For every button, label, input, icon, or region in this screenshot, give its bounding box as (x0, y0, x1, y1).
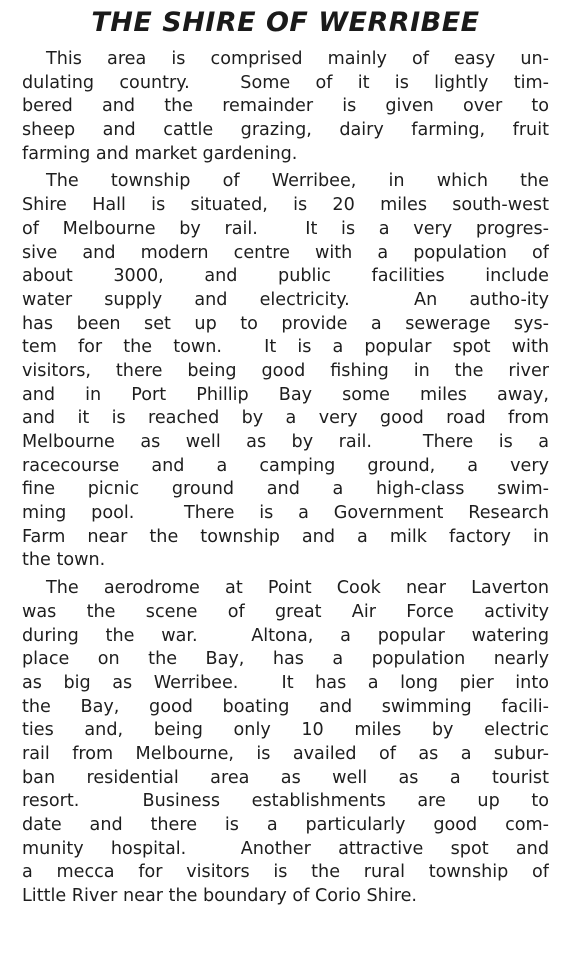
text-line: the town. (22, 550, 106, 571)
text-line: dulating country. Some of it is lightly tim- (22, 72, 549, 93)
text-line: was the scene of great Air Force activity (22, 601, 549, 622)
text-line: The township of Werribee, in which the (46, 171, 549, 192)
text-line: during the war. Altona, a popular watering (22, 625, 549, 646)
text-line: a mecca for visitors is the rural township of (22, 862, 549, 883)
text-line: rail from Melbourne, is availed of as a subur- (22, 743, 549, 764)
text-line: water supply and electricity. An autho-ity (22, 289, 549, 310)
text-line: has been set up to provide a sewerage sys- (22, 313, 549, 334)
paragraph (22, 577, 549, 909)
article-title: THE SHIRE OF WERRIBEE (91, 7, 480, 38)
text-line: fine picnic ground and a high-class swim- (22, 479, 549, 500)
text-line: as big as Werribee. It has a long pier into (22, 672, 549, 693)
text-line: Little River near the boundary of Corio Shire. (22, 886, 417, 907)
text-line: This area is comprised mainly of easy un- (46, 49, 549, 69)
text-line: Farm near the township and a milk factory in (22, 526, 549, 547)
text-line: ban residential area as well as a tourist (22, 767, 549, 788)
text-line: place on the Bay, has a population nearly (22, 649, 549, 670)
text-line: about 3000, and public facilities include (22, 266, 549, 287)
text-line: ming pool. There is a Government Research (22, 503, 549, 524)
text-line: Shire Hall is situated, is 20 miles south-west (22, 195, 549, 216)
text-line: farming and market gardening. (22, 143, 298, 164)
text-line: the Bay, good boating and swimming facili- (22, 696, 549, 717)
text-line: sive and modern centre with a population of (22, 242, 549, 263)
text-line: date and there is a particularly good com- (22, 815, 549, 835)
text-line: of Melbourne by rail. It is a very progres- (22, 218, 549, 239)
paragraph (22, 48, 549, 166)
text-line: visitors, there being good fishing in the river (22, 360, 549, 381)
text-line: bered and the remainder is given over to (22, 96, 549, 117)
text-line: racecourse and a camping ground, a very (22, 455, 549, 476)
paragraph (22, 170, 549, 573)
text-line: tem for the town. It is a popular spot with (22, 337, 549, 358)
text-line: Melbourne as well as by rail. There is a (22, 432, 549, 452)
text-line: and it is reached by a very good road from (22, 408, 549, 429)
text-line: sheep and cattle grazing, dairy farming, fruit (22, 120, 549, 141)
text-line: The aerodrome at Point Cook near Laverton (46, 578, 549, 599)
article-body (22, 48, 549, 909)
text-line: munity hospital. Another attractive spot and (22, 838, 549, 859)
text-line: and in Port Phillip Bay some miles away, (22, 384, 549, 405)
text-line: resort. Business establishments are up to (22, 791, 549, 812)
text-line: ties and, being only 10 miles by electric (22, 720, 549, 741)
